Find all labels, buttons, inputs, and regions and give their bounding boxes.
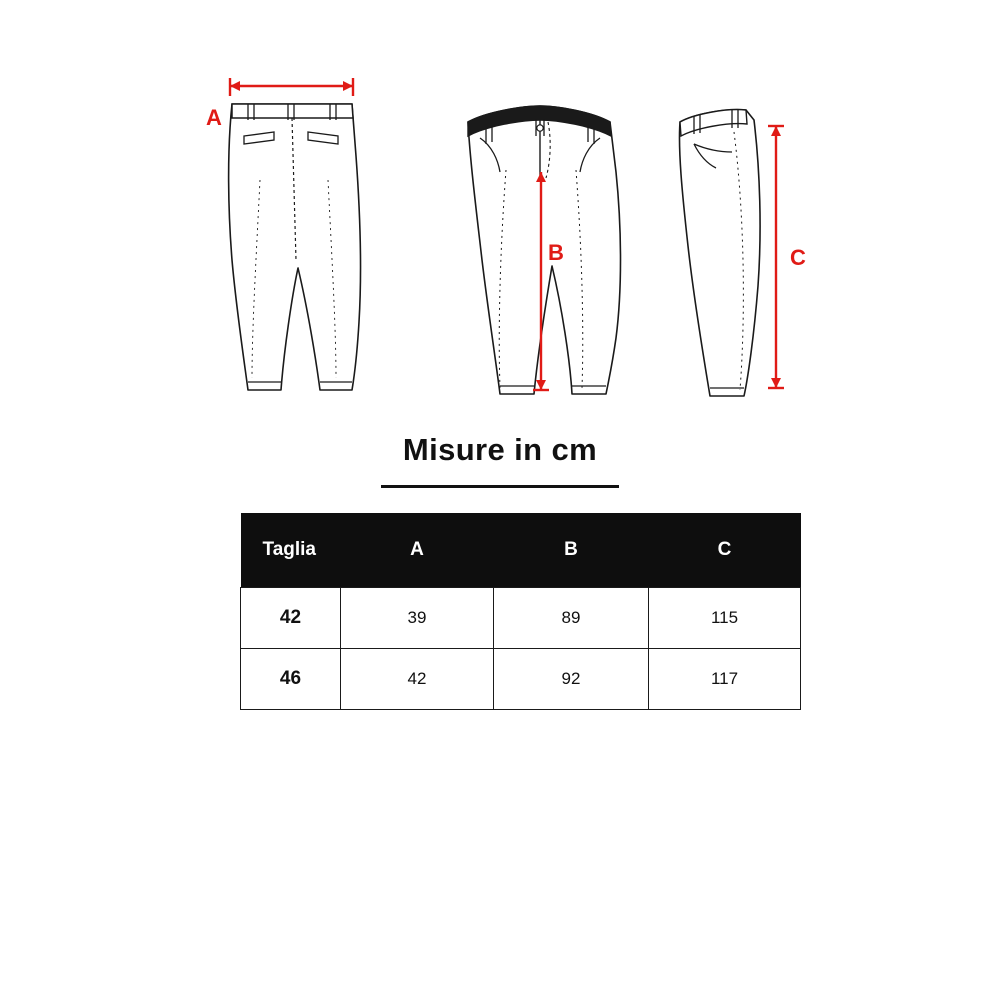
- size-table-head: [241, 513, 801, 588]
- title-divider: [381, 485, 619, 488]
- cell-c: 117: [649, 649, 801, 710]
- figure-trousers-side-view: [650, 60, 880, 420]
- trousers-front-view-illustration: [430, 60, 650, 420]
- column-header-b: B: [494, 513, 649, 588]
- column-header-c: C: [649, 513, 801, 588]
- figure-trousers-front-view: [430, 60, 650, 420]
- cell-size: 46: [241, 649, 341, 710]
- page-title: Misure in cm: [402, 432, 598, 467]
- measure-label-a: A: [206, 105, 223, 130]
- cell-c: 115: [649, 588, 801, 649]
- column-header-size: Taglia: [241, 513, 341, 588]
- trousers-side-view-illustration: [650, 60, 880, 420]
- measure-label-b: B: [548, 240, 565, 265]
- column-header-a: A: [341, 513, 494, 588]
- cell-b: 92: [494, 649, 649, 710]
- size-table-body: [241, 588, 801, 710]
- figure-trousers-back-view: [170, 60, 400, 420]
- table-row: [241, 588, 801, 649]
- cell-b: 89: [494, 588, 649, 649]
- cell-a: 42: [341, 649, 494, 710]
- cell-size: 42: [241, 588, 341, 649]
- title-block: [0, 432, 1000, 488]
- trousers-back-view-illustration: [170, 60, 400, 420]
- measure-label-c: C: [790, 245, 807, 270]
- table-header-row: [241, 513, 801, 588]
- cell-a: 39: [341, 588, 494, 649]
- size-table: [240, 513, 801, 710]
- illustrations-row: [0, 60, 1000, 420]
- table-row: [241, 649, 801, 710]
